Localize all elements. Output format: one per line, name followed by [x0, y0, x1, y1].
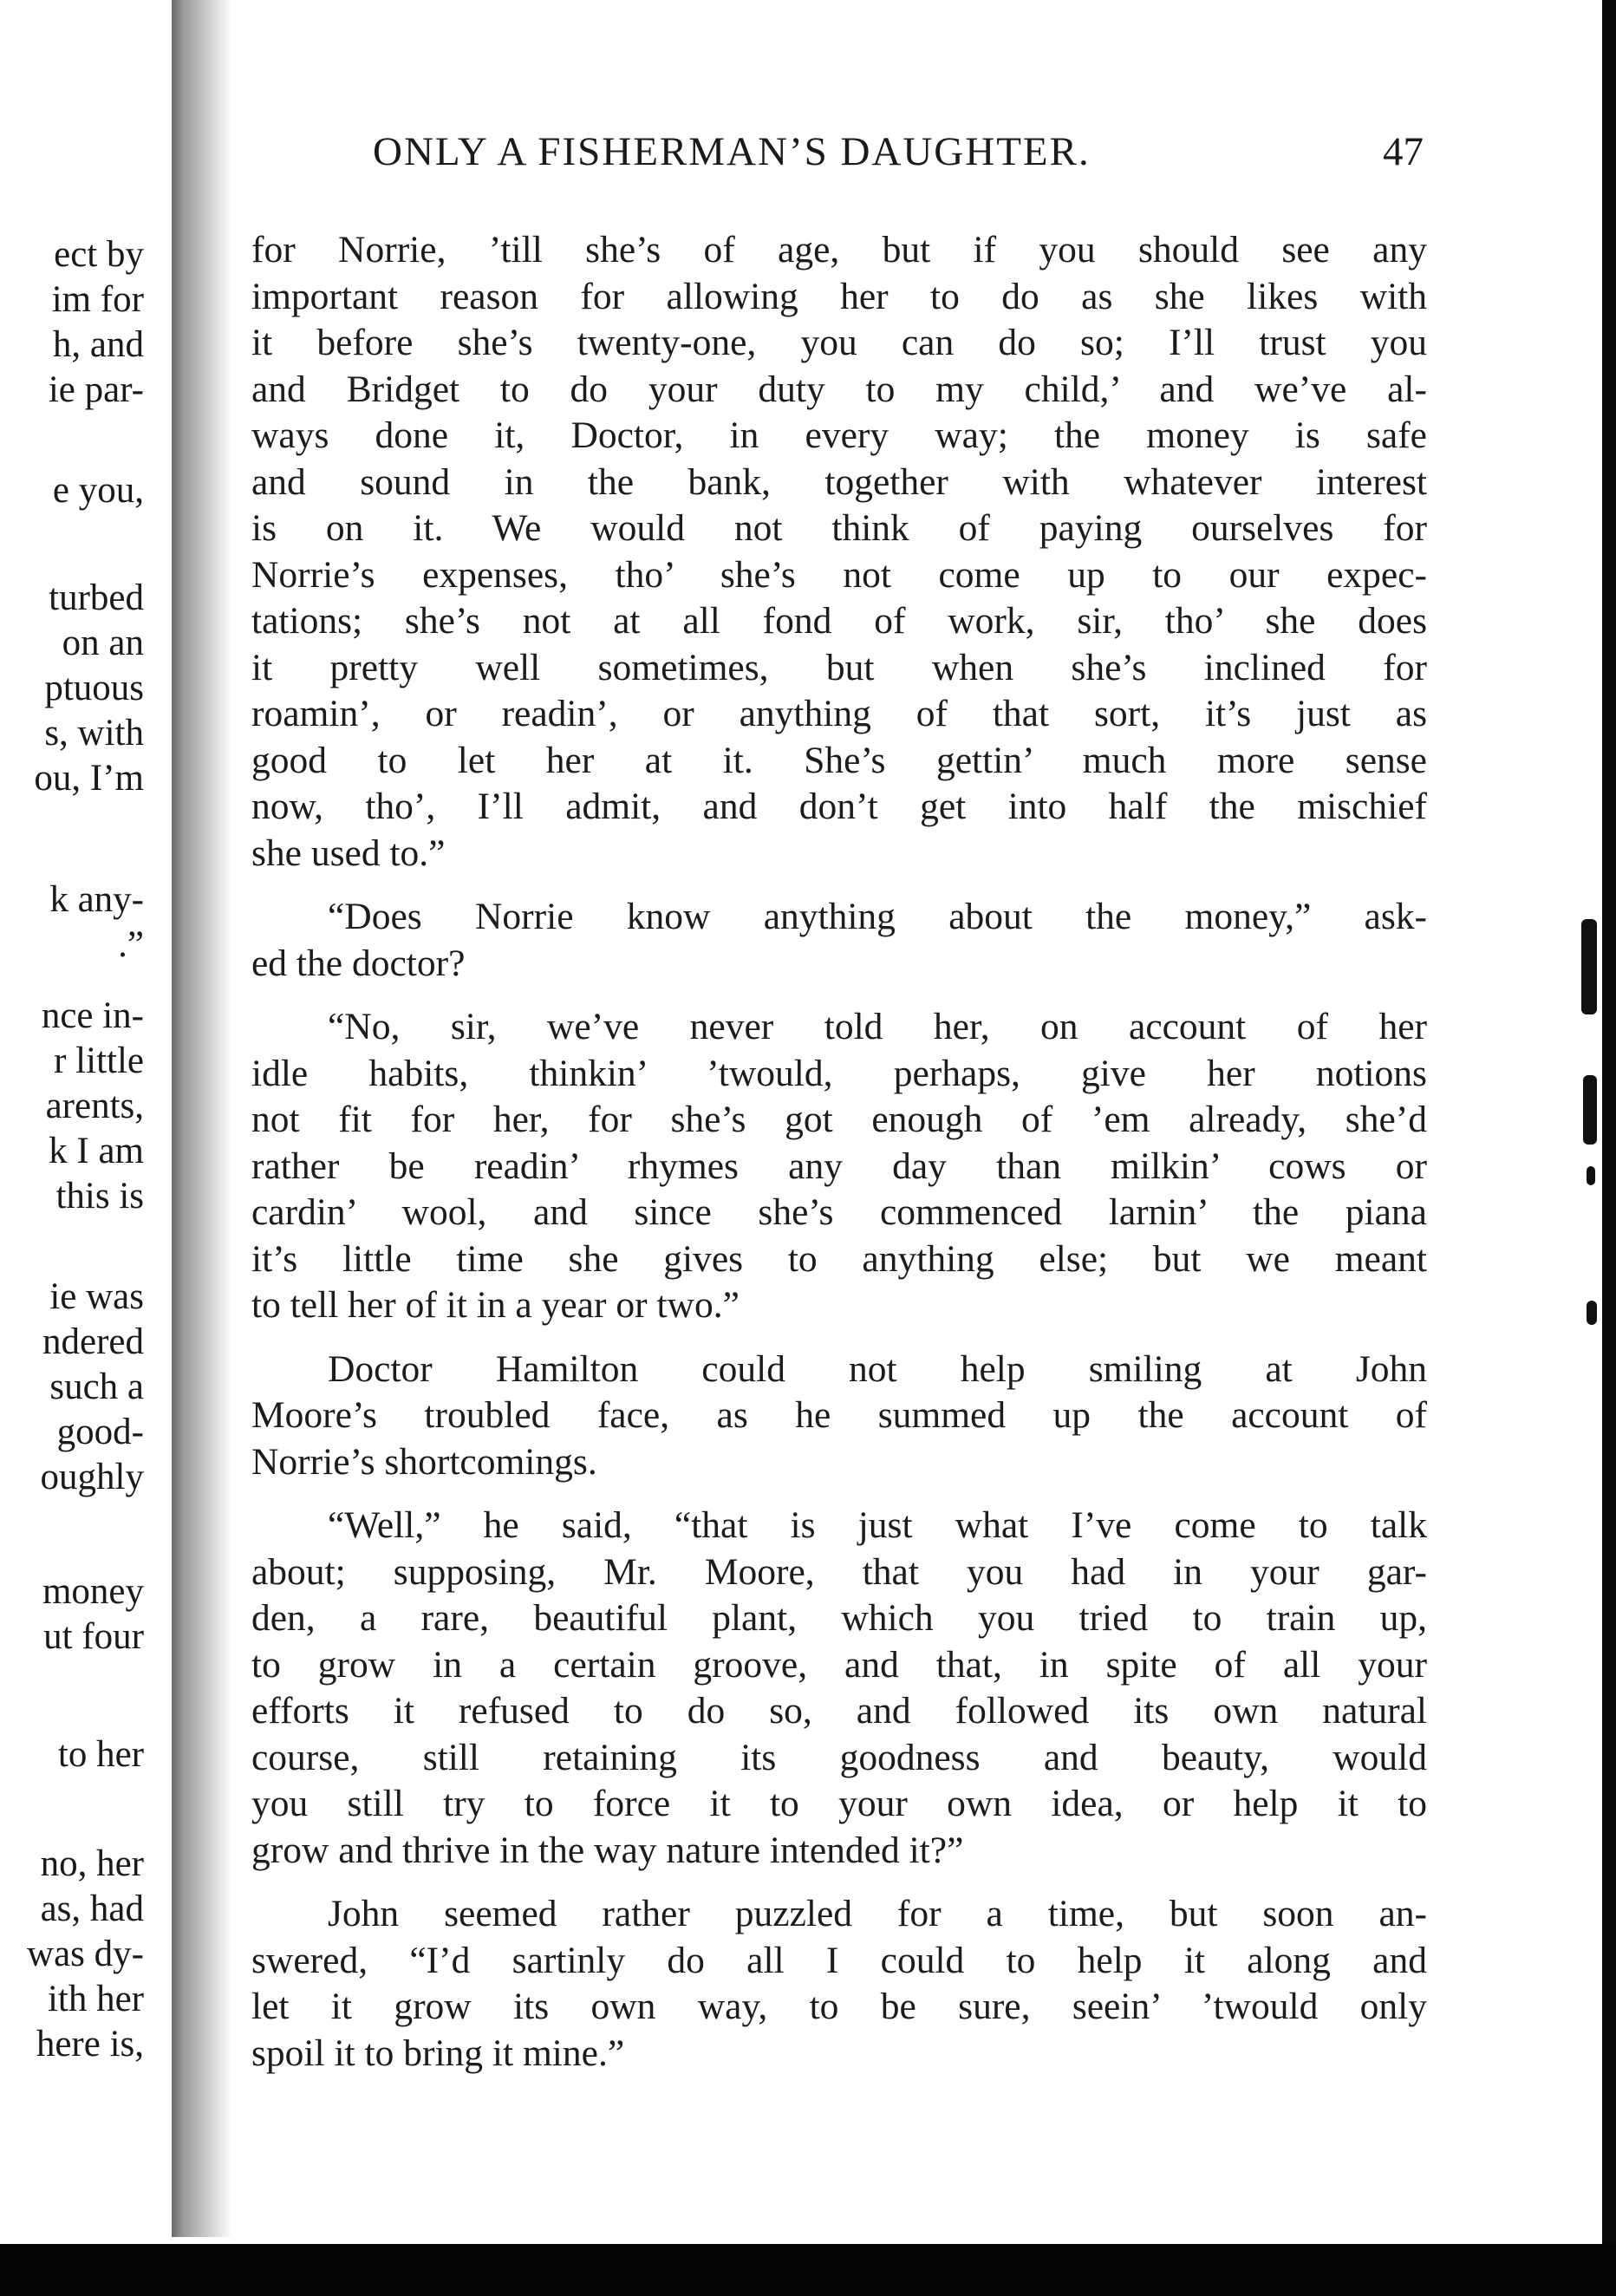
text-line: about; supposing, Mr. Moore, that you had in your gar-	[251, 1550, 1427, 1593]
text-line: good to let her at it. She’s gettin’ much more sense	[251, 739, 1427, 781]
margin-ink-artifact	[1587, 1166, 1595, 1185]
text-line: it’s little time she gives to anything else; but we meant	[251, 1237, 1427, 1280]
page-number: 47	[1383, 129, 1424, 174]
text-line: she used to.”	[251, 832, 446, 874]
facing-page-line: ie was	[49, 1276, 144, 1317]
margin-ink-artifact	[1587, 1301, 1597, 1325]
text-line: to grow in a certain groove, and that, in spite of all your	[251, 1643, 1427, 1686]
facing-page-line: h, and	[52, 324, 144, 365]
text-line: and sound in the bank, together with whatever interest	[251, 460, 1427, 503]
paragraph	[251, 1503, 1427, 1874]
text-line: Norrie’s shortcomings.	[251, 1440, 597, 1483]
facing-page-line: ect by	[54, 234, 144, 275]
facing-page-line: here is,	[36, 2024, 144, 2064]
text-line: “Well,” he said, “that is just what I’ve come to talk	[328, 1504, 1427, 1546]
facing-page-line: ou, I’m	[34, 758, 144, 799]
facing-page-line: was dy-	[27, 1934, 144, 1974]
facing-page-line: to her	[57, 1734, 144, 1775]
facing-page-line: ndered	[42, 1321, 144, 1362]
paragraph	[251, 1347, 1427, 1486]
paragraph	[251, 227, 1427, 877]
running-header	[373, 128, 1430, 175]
text-line: and Bridget to do your duty to my child,’ and we’ve al-	[251, 368, 1427, 410]
facing-page-line: .”	[118, 924, 144, 965]
facing-page-line: ith her	[47, 1979, 144, 2019]
facing-page-line: good-	[56, 1412, 144, 1452]
text-line: course, still retaining its goodness and beauty, would	[251, 1736, 1427, 1778]
book-gutter-shadow	[172, 0, 232, 2237]
facing-page-line: as, had	[40, 1888, 144, 1929]
scan-bottom-border	[0, 2244, 1616, 2296]
text-line: for Norrie, ’till she’s of age, but if you should see any	[251, 229, 1427, 271]
text-line: it before she’s twenty-one, you can do so; I’ll trust you	[251, 322, 1427, 363]
facing-page-line: on an	[62, 623, 144, 663]
text-line: ways done it, Doctor, in every way; the money is safe	[251, 414, 1427, 456]
facing-page-line: such a	[49, 1367, 144, 1407]
text-line: let it grow its own way, to be sure, seein’ ’twould only	[251, 1986, 1427, 2027]
facing-page-fragment	[0, 0, 173, 2296]
facing-page-line: arents,	[45, 1086, 144, 1126]
text-line: important reason for allowing her to do as she likes with	[251, 275, 1427, 317]
text-line: efforts it refused to do so, and followed its own natural	[251, 1690, 1427, 1732]
text-line: Moore’s troubled face, as he summed up the account of	[251, 1394, 1427, 1436]
facing-page-line: no, her	[40, 1843, 144, 1884]
text-line: roamin’, or readin’, or anything of that sort, it’s just as	[251, 693, 1427, 734]
text-line: idle habits, thinkin’ ’twould, perhaps, give her notions	[251, 1052, 1427, 1094]
facing-page-line: this is	[55, 1176, 144, 1216]
text-line: grow and thrive in the way nature intended it?”	[251, 1829, 964, 1871]
text-line: now, tho’, I’ll admit, and don’t get into half the mischief	[251, 786, 1427, 827]
facing-page-line: turbed	[49, 577, 144, 618]
scan-right-border	[1602, 0, 1616, 2296]
text-line: Norrie’s expenses, tho’ she’s not come up to our expec-	[251, 553, 1427, 596]
facing-page-line: e you,	[52, 470, 144, 511]
facing-page-line: r little	[54, 1040, 144, 1081]
facing-page-line: im for	[51, 279, 144, 320]
facing-page-line: k I am	[49, 1131, 144, 1171]
facing-page-line: ptuous	[44, 668, 144, 708]
running-title: ONLY A FISHERMAN’S DAUGHTER.	[373, 129, 1091, 174]
text-line: “Does Norrie know anything about the money,” ask-	[328, 896, 1427, 937]
text-line: swered, “I’d sartinly do all I could to help it along and	[251, 1939, 1427, 1981]
text-line: is on it. We would not think of paying ourselves for	[251, 507, 1427, 549]
margin-ink-artifact	[1581, 919, 1597, 1014]
margin-ink-artifact	[1583, 1075, 1597, 1145]
text-line: spoil it to bring it mine.”	[251, 2032, 625, 2074]
paragraph	[251, 1891, 1427, 2077]
text-line: John seemed rather puzzled for a time, but soon an-	[328, 1893, 1427, 1934]
text-line: it pretty well sometimes, but when she’s inclined for	[251, 646, 1427, 688]
text-line: “No, sir, we’ve never told her, on account of her	[328, 1006, 1427, 1047]
text-line: tations; she’s not at all fond of work, sir, tho’ she does	[251, 600, 1427, 642]
facing-page-line: ut four	[43, 1616, 144, 1657]
page-body	[251, 227, 1427, 2094]
facing-page-line: ie par-	[48, 369, 144, 410]
paragraph	[251, 894, 1427, 987]
paragraph	[251, 1004, 1427, 1329]
text-line: den, a rare, beautiful plant, which you tried to train up,	[251, 1597, 1427, 1639]
text-line: you still try to force it to your own idea, or help it to	[251, 1783, 1427, 1824]
facing-page-line: oughly	[40, 1457, 144, 1497]
text-line: cardin’ wool, and since she’s commenced larnin’ the piana	[251, 1191, 1427, 1233]
text-line: rather be readin’ rhymes any day than milkin’ cows or	[251, 1145, 1427, 1187]
text-line: to tell her of it in a year or two.”	[251, 1284, 740, 1326]
facing-page-line: money	[42, 1571, 144, 1612]
facing-page-line: s, with	[44, 713, 144, 753]
facing-page-line: k any-	[49, 879, 144, 920]
text-line: ed the doctor?	[251, 942, 466, 984]
text-line: Doctor Hamilton could not help smiling at John	[328, 1347, 1427, 1390]
text-line: not fit for her, for she’s got enough of ’em already, she’d	[251, 1099, 1427, 1140]
facing-page-line: nce in-	[41, 995, 144, 1036]
